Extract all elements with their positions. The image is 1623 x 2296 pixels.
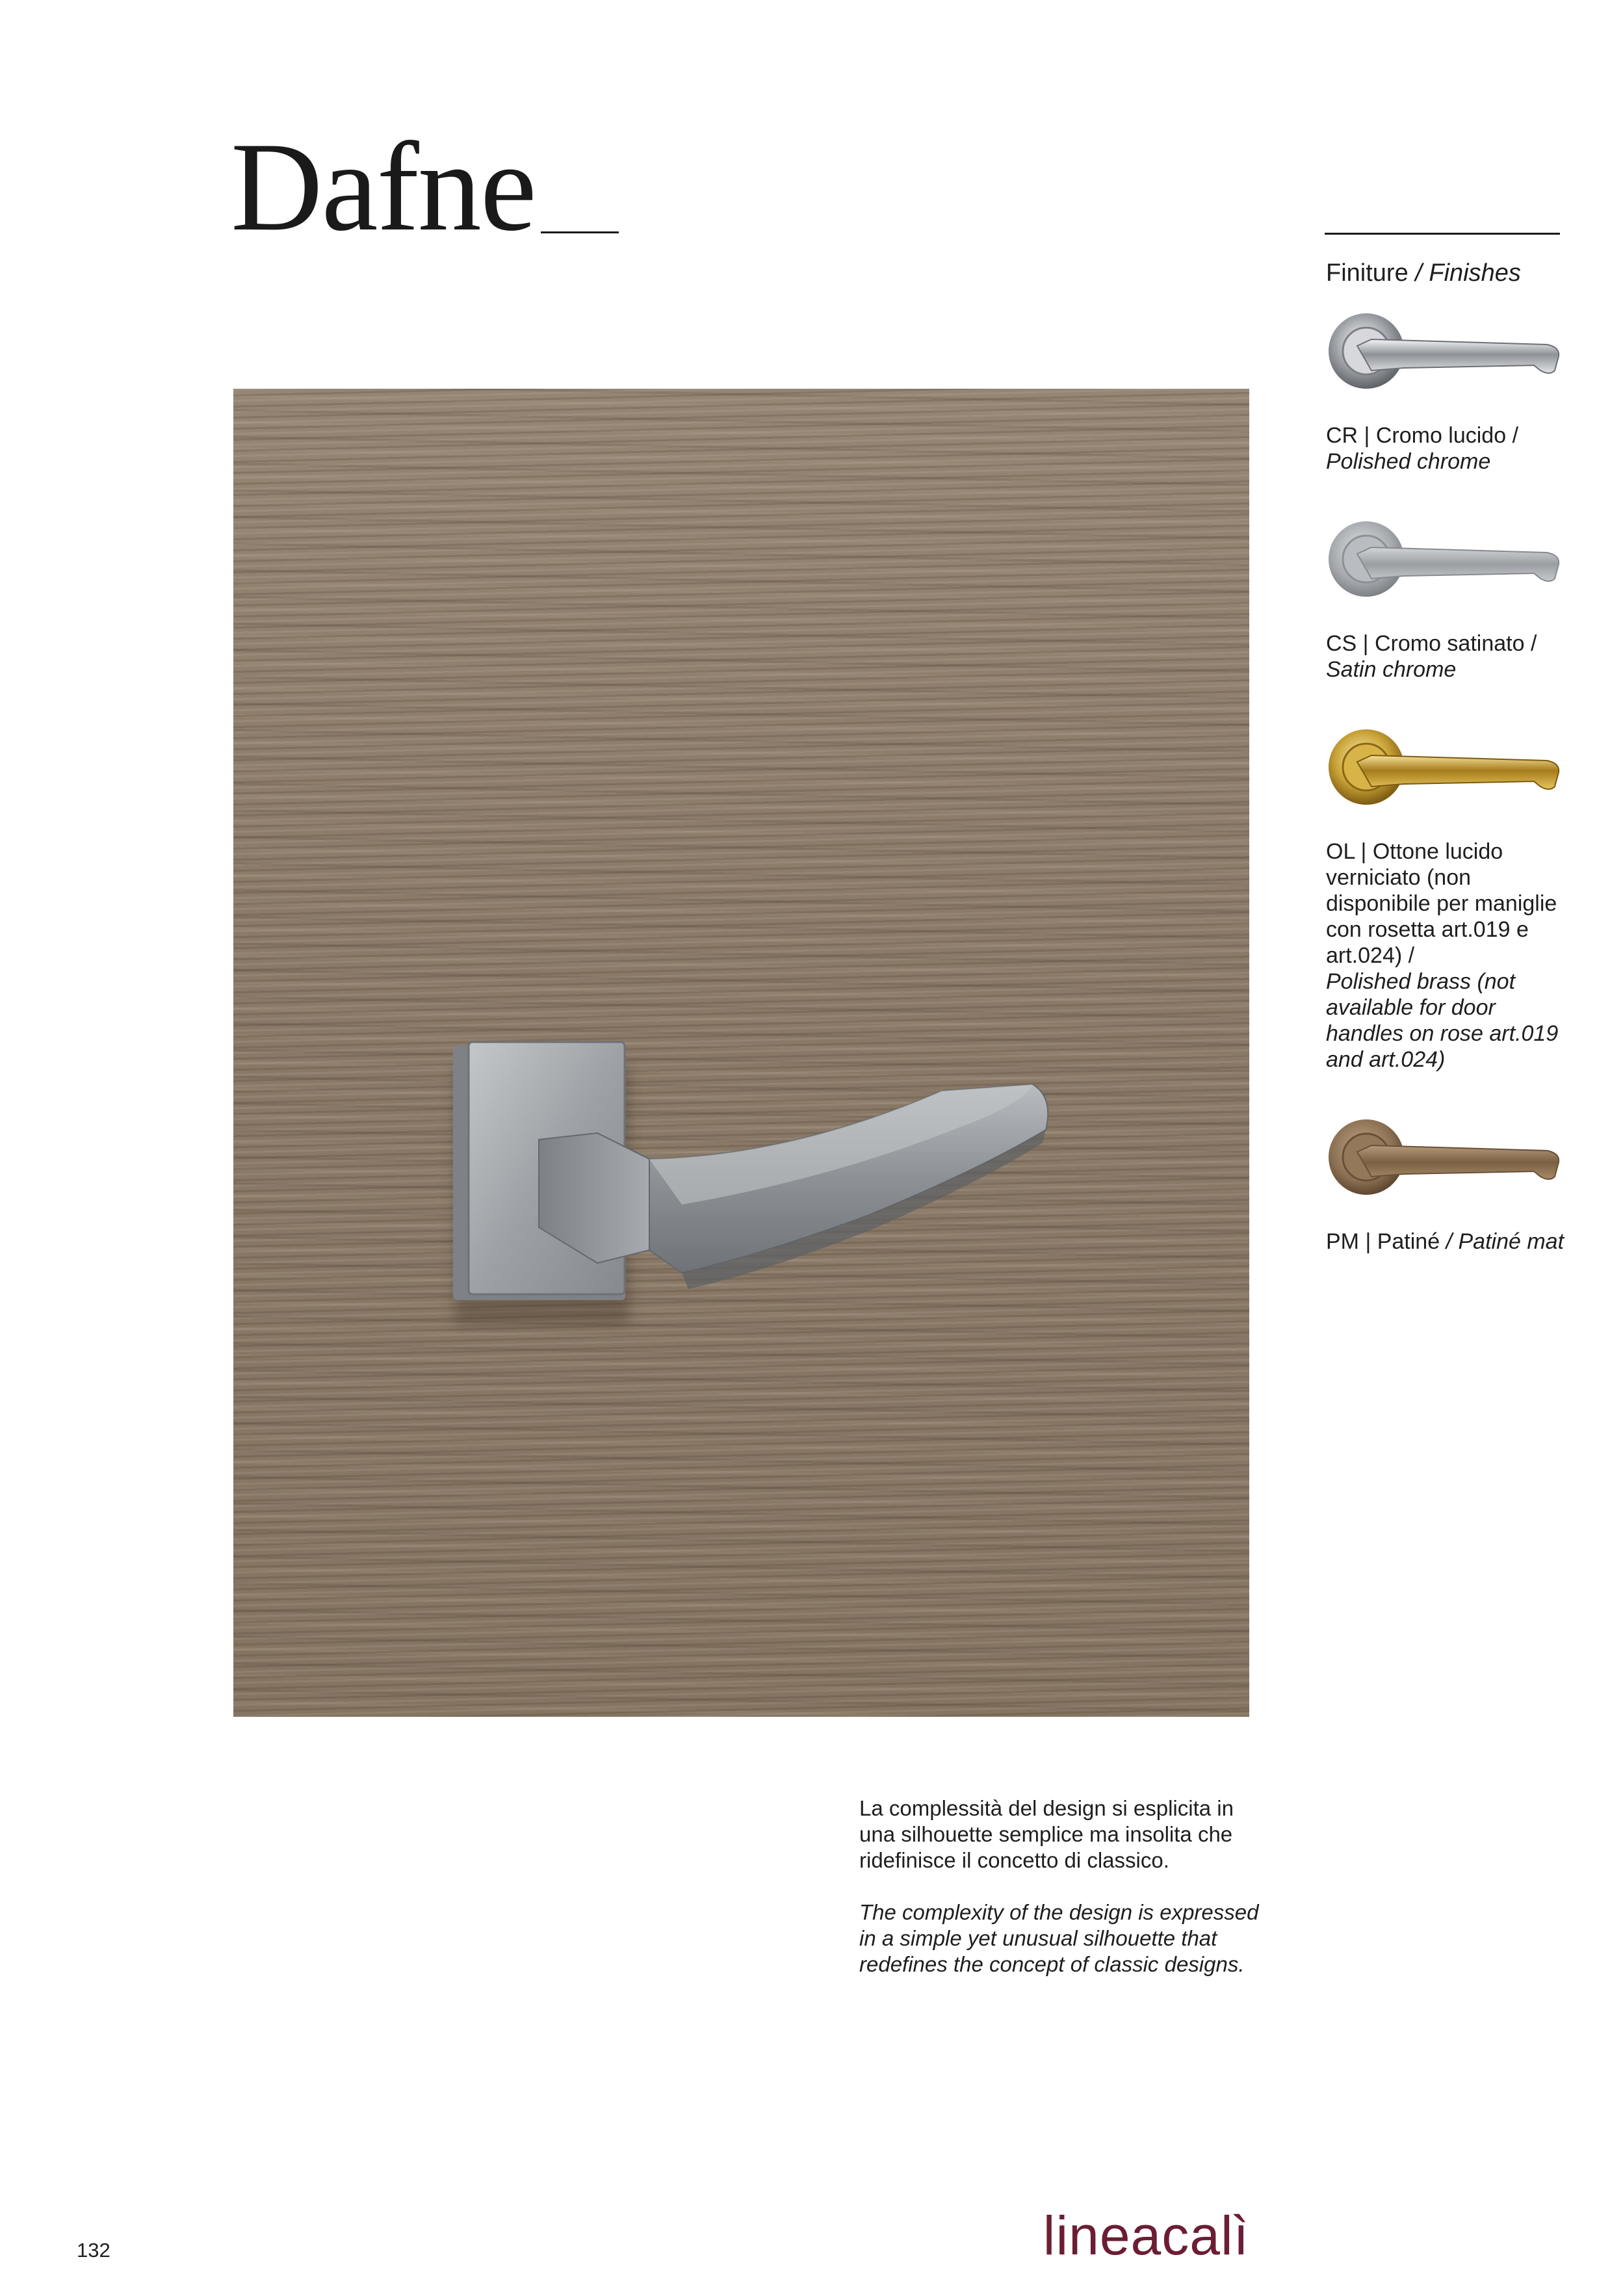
chrome-satin-handle-image bbox=[1326, 514, 1563, 611]
finish-ol-label: OL | Ottone lucido verniciato (non disponibile per maniglie con rosetta art.019 e art.024) / bbox=[1326, 839, 1557, 968]
chrome-polished-handle-image bbox=[1326, 306, 1563, 403]
product-description bbox=[859, 1795, 1275, 2003]
finish-ol-en: Polished brass (not available for door handles on rose art.019 and art.024) bbox=[1326, 969, 1559, 1072]
finishes-heading-sep: / bbox=[1408, 259, 1429, 287]
finishes-heading-en: Finishes bbox=[1429, 259, 1521, 287]
finish-pm-label: PM | Patiné bbox=[1326, 1229, 1440, 1254]
door-handle-illustration bbox=[233, 389, 1249, 1717]
finish-item-cr bbox=[1326, 423, 1566, 475]
description-it: La complessità del design si esplicita in una silhouette semplice ma insolita che ridefinisce il concetto di classico. bbox=[859, 1796, 1234, 1872]
page-number: 132 bbox=[77, 2239, 110, 2262]
finishes-heading-it: Finiture bbox=[1326, 259, 1409, 287]
patine-mat-handle-image bbox=[1326, 1112, 1563, 1209]
finish-pm-sep: / bbox=[1440, 1229, 1459, 1254]
description-en: The complexity of the design is expressed in a simple yet unusual silhouette that redefines the concept of classic designs. bbox=[859, 1900, 1259, 1976]
sidebar-divider bbox=[1325, 233, 1560, 235]
finish-item-ol bbox=[1326, 839, 1566, 1073]
finishes-heading bbox=[1326, 259, 1521, 289]
title-underline bbox=[541, 231, 619, 233]
finish-cs-en: Satin chrome bbox=[1326, 657, 1457, 682]
page-title: Dafne bbox=[231, 116, 536, 257]
finish-pm-en: Patiné mat bbox=[1458, 1229, 1565, 1254]
brand-logo: lineacalì bbox=[1043, 2205, 1249, 2266]
product-photo bbox=[233, 389, 1249, 1717]
finish-item-cs bbox=[1326, 631, 1566, 683]
brass-polished-handle-image bbox=[1326, 722, 1563, 819]
finish-cr-label: CR | Cromo lucido / bbox=[1326, 423, 1519, 448]
finish-item-pm bbox=[1326, 1229, 1566, 1255]
finish-cr-en: Polished chrome bbox=[1326, 449, 1491, 474]
finish-cs-label: CS | Cromo satinato / bbox=[1326, 631, 1537, 656]
